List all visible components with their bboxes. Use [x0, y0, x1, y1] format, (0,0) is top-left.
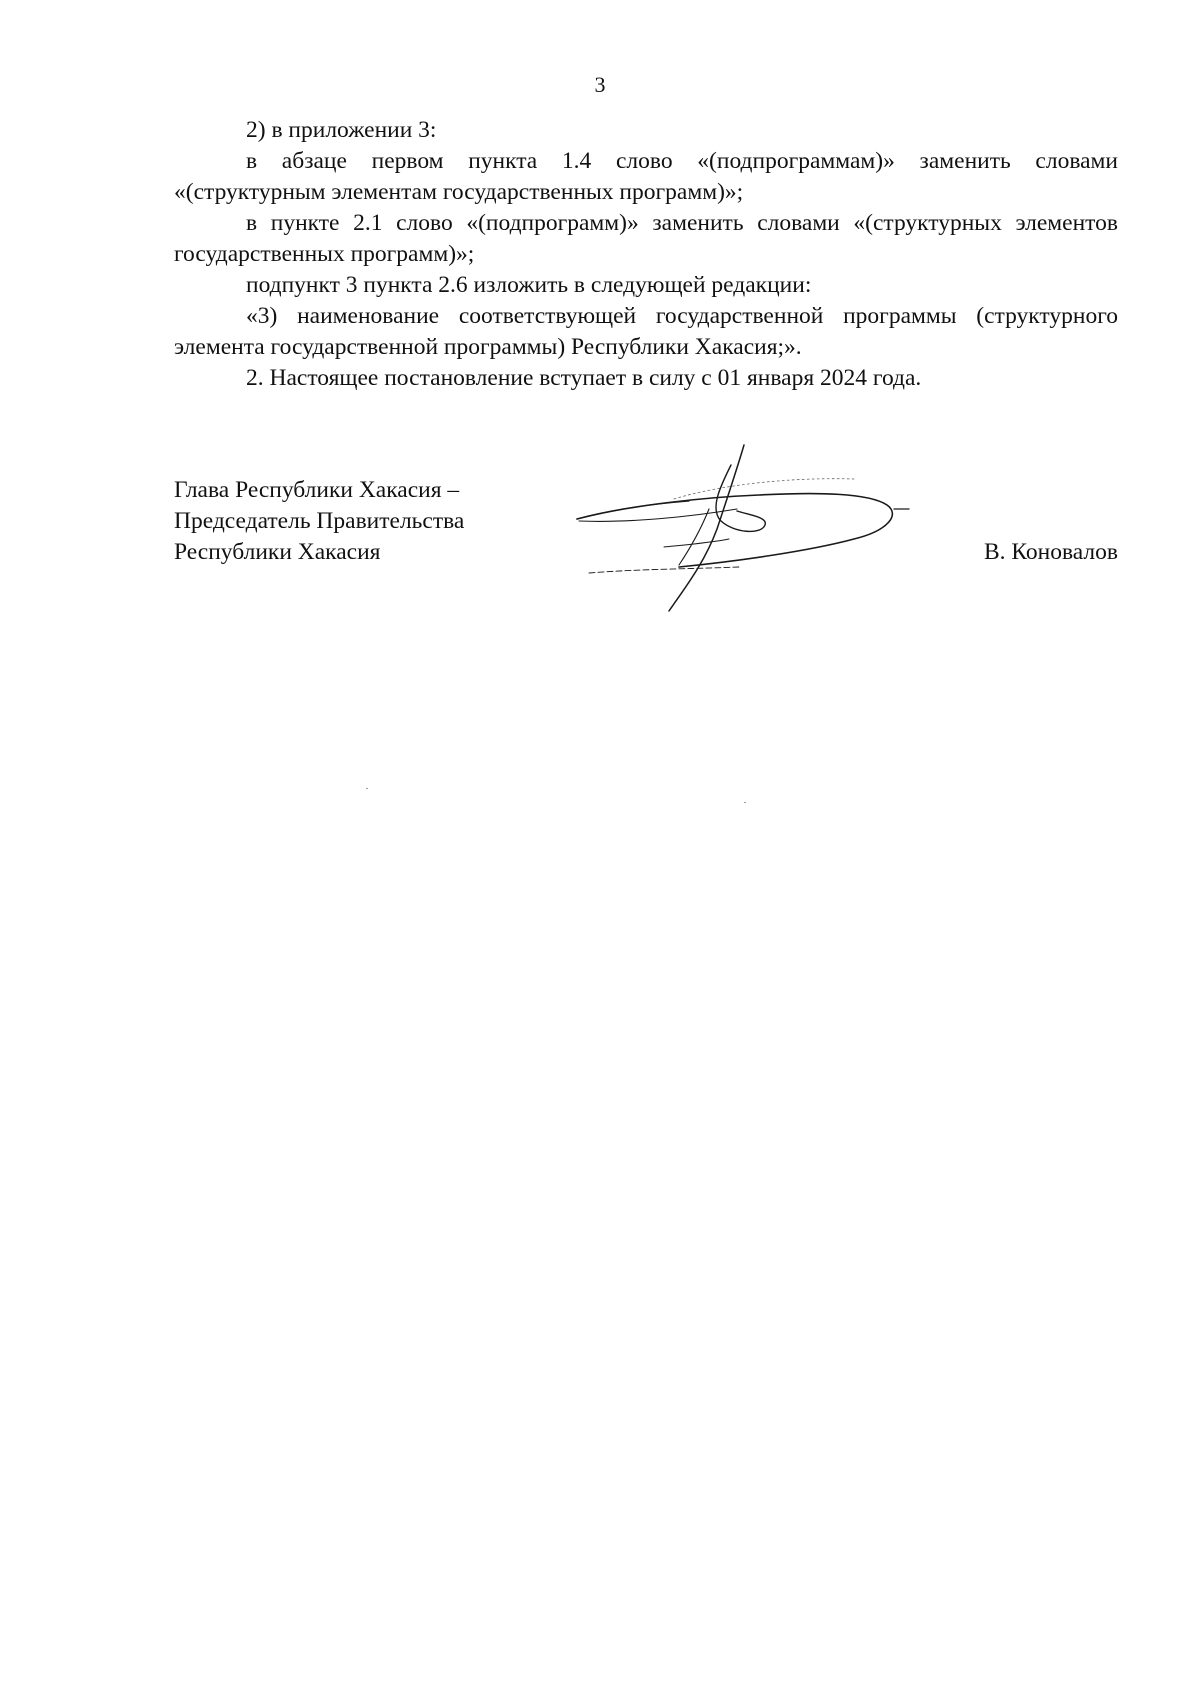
signer-name: В. Коновалов [983, 539, 1118, 565]
signer-title [174, 475, 534, 568]
signer-title-line: Председатель Правительства [174, 508, 465, 534]
paragraph-effective-date: 2. Настоящее постановление вступает в силу с 01 января 2024 года. [246, 365, 922, 391]
paragraph-item-2-1: в пункте 2.1 слово «(подпрограмм)» заменить словами «(структурных элементов государственных программ)»; [174, 210, 1118, 267]
paragraph-appendix-3: 2) в приложении 3: [246, 117, 437, 143]
paragraph-item-1-4: в абзаце первом пункта 1.4 слово «(подпрограммам)» заменить словами «(структурным элементам государственных программ)»; [174, 148, 1118, 205]
document-body [174, 115, 1118, 394]
paragraph-subitem-2-6: подпункт 3 пункта 2.6 изложить в следующей редакции: [246, 272, 812, 298]
handwritten-signature-icon [569, 439, 929, 619]
signature-block [174, 475, 1118, 675]
paragraph-quoted-edition: «3) наименование соответствующей государственной программы (структурного элемента государственной программы) Республики Хакасия;». [174, 303, 1118, 360]
signer-title-line: Республики Хакасия [174, 539, 381, 565]
scan-artifact [744, 802, 746, 803]
signer-title-line: Глава Республики Хакасия – [174, 477, 460, 503]
scan-artifact [366, 788, 368, 789]
page-number: 3 [594, 72, 606, 97]
